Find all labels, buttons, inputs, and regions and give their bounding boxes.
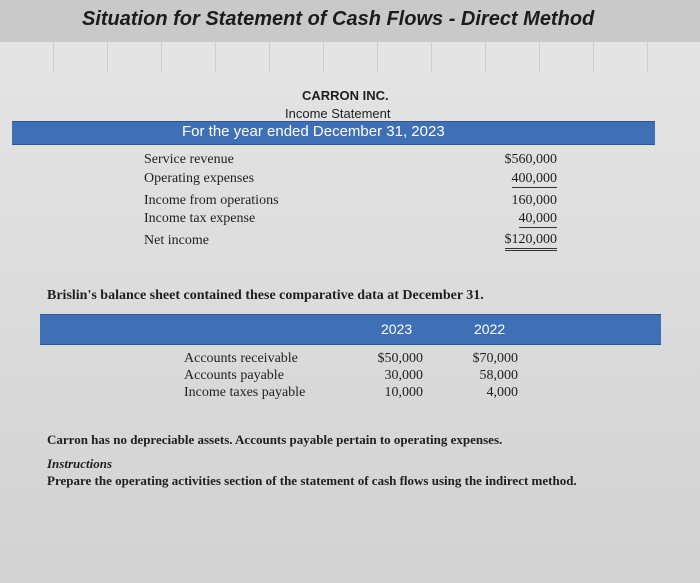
balance-row-label: Accounts payable	[184, 368, 284, 383]
income-row-label: Income from operations	[144, 193, 279, 208]
title-bar	[0, 0, 700, 42]
income-row-value: 400,000	[511, 171, 557, 186]
instructions-text: Prepare the operating activities section of the statement of cash flows using the indirect method.	[47, 473, 577, 488]
statement-name: Income Statement	[285, 106, 391, 121]
company-name: CARRON INC.	[302, 88, 389, 103]
year-2023-header: 2023	[381, 321, 413, 337]
income-row-value: 40,000	[518, 211, 557, 226]
income-row-label: Income tax expense	[144, 211, 256, 226]
assets-note: Carron has no depreciable assets. Accounts payable pertain to operating expenses.	[47, 432, 503, 447]
balance-row-label: Income taxes payable	[184, 385, 306, 400]
income-row-label: Operating expenses	[144, 171, 255, 186]
balance-value-2023: 30,000	[384, 368, 423, 383]
balance-sheet-intro: Brislin's balance sheet contained these comparative data at December 31.	[47, 288, 484, 303]
income-row-value: $560,000	[504, 152, 557, 167]
income-row-label: Service revenue	[144, 152, 234, 167]
balance-value-2022: $70,000	[472, 351, 518, 366]
period-header-bar	[12, 121, 655, 145]
balance-value-2023: $50,000	[377, 351, 423, 366]
spreadsheet-grid	[0, 42, 700, 72]
balance-value-2022: 4,000	[486, 385, 518, 400]
income-row-label: Net income	[144, 233, 209, 248]
income-row-value: $120,000	[505, 232, 558, 251]
balance-value-2023: 10,000	[384, 385, 423, 400]
balance-row-label: Accounts receivable	[184, 351, 298, 366]
income-row-value: 160,000	[511, 193, 557, 208]
period-label: For the year ended December 31, 2023	[182, 123, 445, 140]
year-2022-header: 2022	[474, 321, 506, 337]
balance-value-2022: 58,000	[479, 368, 518, 383]
years-header-bar	[40, 314, 661, 345]
page-title: Situation for Statement of Cash Flows - Direct Method	[82, 8, 595, 30]
instructions-heading: Instructions	[47, 456, 113, 471]
